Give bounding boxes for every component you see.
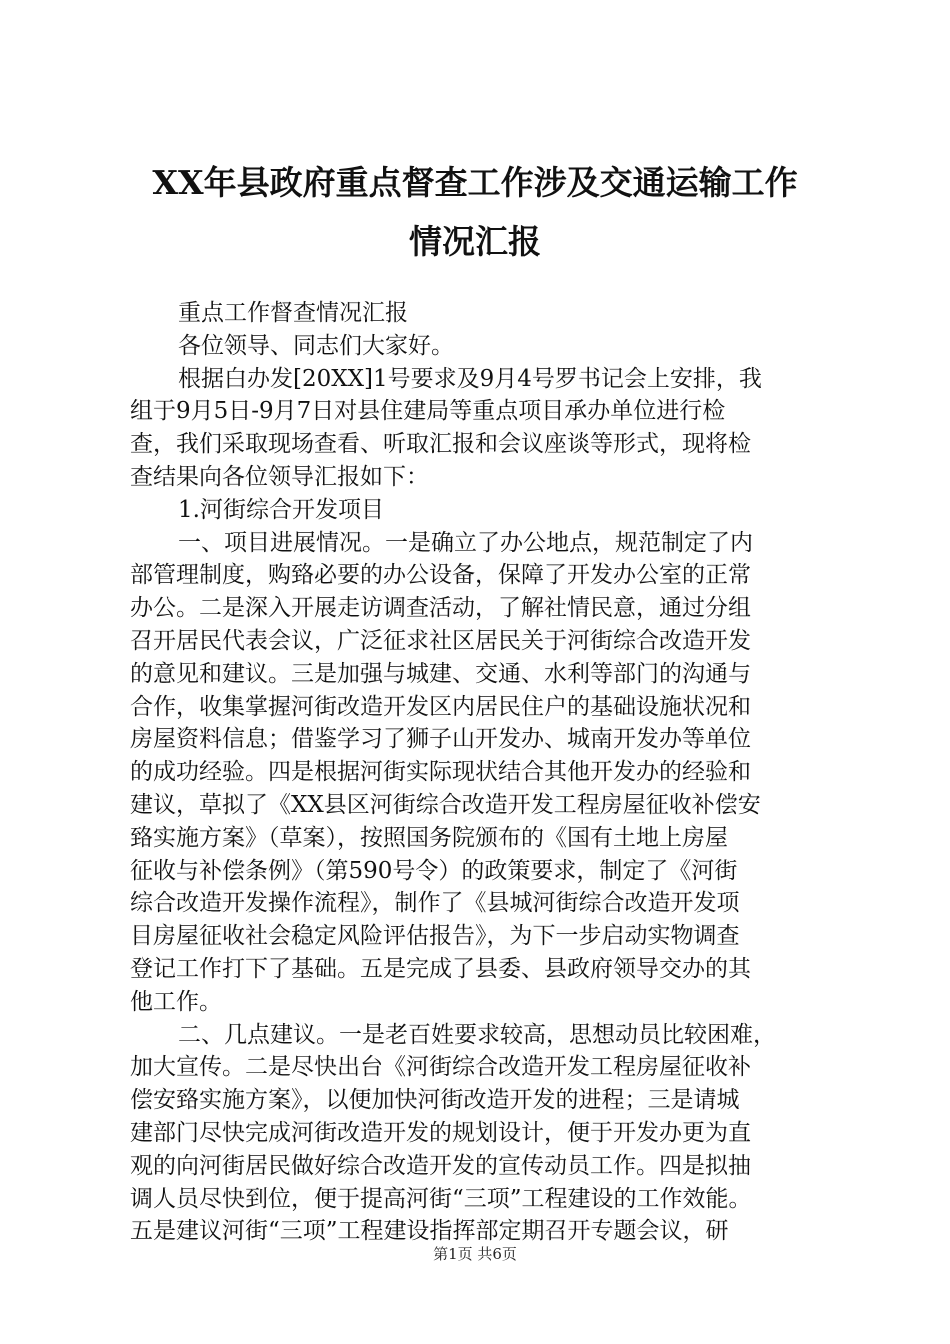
body-text-line: 目房屋征收社会稳定风险评估报告》，为下一步启动实物调查 [130,923,740,950]
body-text-line: 二、几点建议。一是老百姓要求较高，思想动员比较困难， [178,1021,776,1048]
body-text-line: 登记工作打下了基础。五是完成了县委、县政府领导交办的其 [130,955,751,982]
body-text-line: 一、项目进展情况。一是确立了办公地点，规范制定了内 [178,529,753,556]
body-text-line: 他工作。 [130,988,222,1015]
body-text-line: 查，我们采取现场查看、听取汇报和会议座谈等形式，现将检 [130,431,751,458]
body-text-line: 偿安臵实施方案》，以便加快河街改造开发的进程；三是请城 [130,1087,740,1114]
body-text-line: 重点工作督查情况汇报 [178,300,408,326]
body-text-line: 部管理制度，购臵必要的办公设备，保障了开发办公室的正常 [130,562,751,589]
body-text-line: 建部门尽快完成河街改造开发的规划设计，便于开发办更为直 [130,1119,751,1146]
body-text-line: 综合改造开发操作流程》，制作了《县城河街综合改造开发项 [130,890,740,917]
body-text-line: 召开居民代表会议，广泛征求社区居民关于河街综合改造开发 [130,627,751,654]
page-footer: 第1页 共6页 [433,1245,517,1263]
body-text-line: 臵实施方案》（草案），按照国务院颁布的《国有土地上房屋 [130,824,728,851]
document-title-line-1: XX年县政府重点督查工作涉及交通运输工作 [152,163,798,202]
body-text-line: 根据白办发[20XX]1号要求及9月4号罗书记会上安排，我 [178,365,762,392]
body-text-line: 加大宣传。二是尽快出台《河街综合改造开发工程房屋征收补 [130,1054,751,1081]
body-text-line: 观的向河街居民做好综合改造开发的宣传动员工作。四是拟抽 [130,1152,751,1179]
body-text-line: 的意见和建议。三是加强与城建、交通、水利等部门的沟通与 [130,660,751,687]
body-text-line: 1.河街综合开发项目 [178,496,384,523]
body-text-line: 调人员尽快到位，便于提高河街“三项”工程建设的工作效能。 [130,1185,752,1212]
body-text-line: 房屋资料信息；借鉴学习了狮子山开发办、城南开发办等单位 [130,726,751,753]
body-text-line: 征收与补偿条例》（第590号令）的政策要求，制定了《河街 [130,857,738,884]
body-text-line: 组于9月5日-9月7日对县住建局等重点项目承办单位进行检 [130,398,726,425]
body-text-line: 各位领导、同志们大家好。 [178,332,454,359]
body-text-line: 建议，草拟了《XX县区河街综合改造开发工程房屋征收补偿安 [130,791,761,818]
body-text-line: 查结果向各位领导汇报如下： [130,463,429,490]
body-text-line: 的成功经验。四是根据河街实际现状结合其他开发办的经验和 [130,759,751,786]
document-body [130,297,830,1248]
document-title-line-2: 情况汇报 [409,222,541,261]
body-text-line: 合作，收集掌握河街改造开发区内居民住户的基础设施状况和 [130,693,751,720]
body-text-line: 五是建议河街“三项”工程建设指挥部定期召开专题会议，研 [130,1218,729,1245]
body-text-line: 办公。二是深入开展走访调查活动，了解社情民意，通过分组 [130,595,751,622]
